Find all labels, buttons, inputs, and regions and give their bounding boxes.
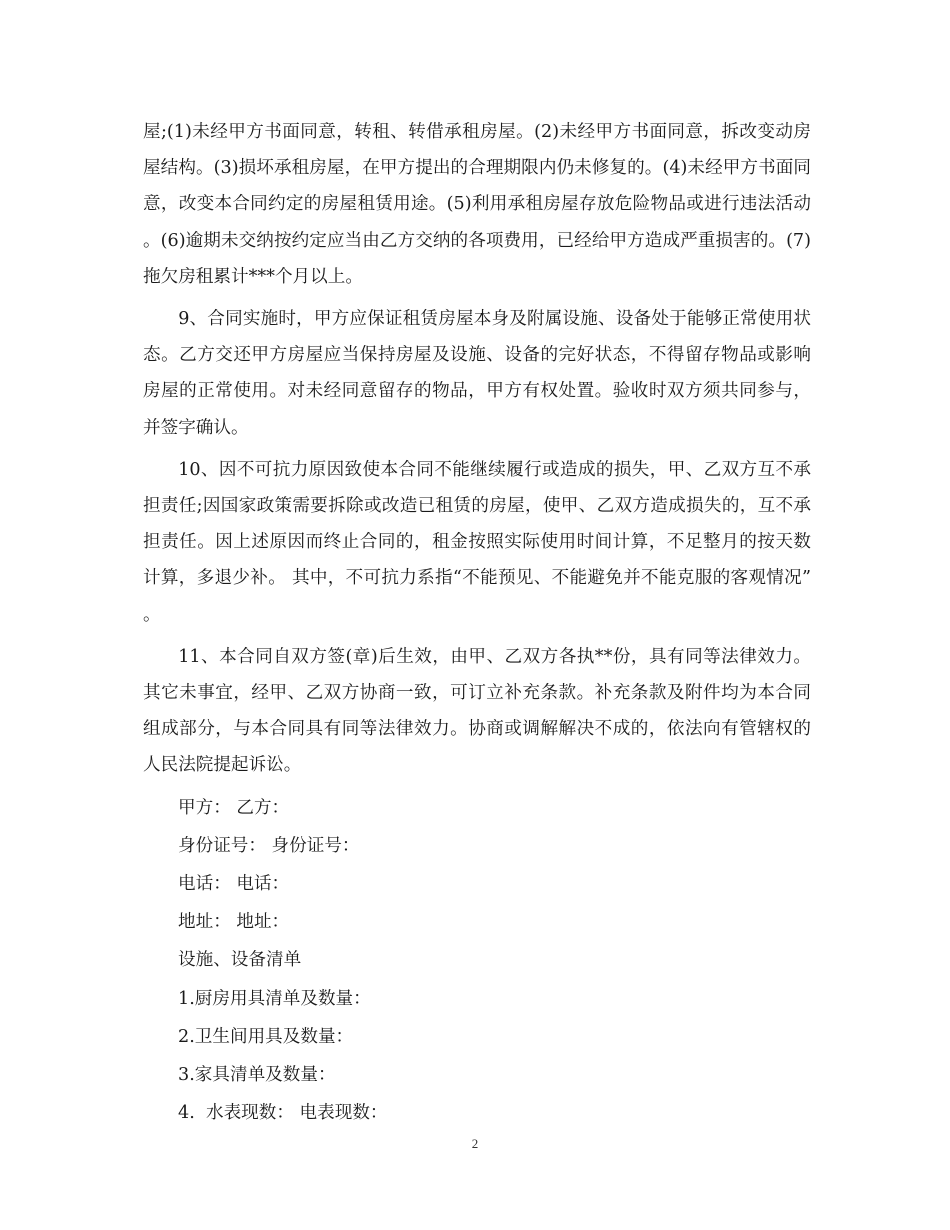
clause-9-handover: 9、合同实施时，甲方应保证租赁房屋本身及附属设施、设备处于能够正常使用状态。乙方交还甲方房屋应当保持房屋及设施、设备的完好状态，不得留存物品或影响房屋的正常使用。对未经同意留存的物品，甲方有权处置。验收时双方须共同参与，并签字确认。 [143, 309, 811, 438]
equipment-item-meters: 4. 水表现数： 电表现数： [178, 1103, 388, 1124]
signature-phone-line: 电话： 电话： [178, 874, 290, 895]
document-body [143, 114, 811, 1133]
signature-address-line: 地址： 地址： [178, 912, 290, 933]
equipment-item-furniture: 3.家具清单及数量： [178, 1064, 336, 1085]
clause-termination-conditions: 屋;(1)未经甲方书面同意，转租、转借承租房屋。(2)未经甲方书面同意，拆改变动房屋结构。(3)损坏承租房屋，在甲方提出的合理期限内仍未修复的。(4)未经甲方书面同意，改变本合同约定的房屋租赁用途。(5)利用承租房屋存放危险物品或进行违法活动。(6)逾期未交纳按约定应当由乙方交纳的各项费用，已经给甲方造成严重损害的。(7)拖欠房租累计***个月以上。 [143, 122, 811, 287]
clause-11-effectiveness: 11、本合同自双方签(章)后生效，由甲、乙双方各执**份，具有同等法律效力。其它未事宜，经甲、乙双方协商一致，可订立补充条款。补充条款及附件均为本合同组成部分，与本合同具有同等法律效力。协商或调解解决不成的，依法向有管辖权的人民法院提起诉讼。 [143, 646, 811, 776]
signature-id-line: 身份证号： 身份证号： [178, 835, 360, 856]
clause-10-force-majeure: 10、因不可抗力原因致使本合同不能继续履行或造成的损失，甲、乙双方互不承担责任;因国家政策需要拆除或改造已租赁的房屋，使甲、乙双方造成损失的，互不承担责任。因上述原因而终止合同的，租金按照实际使用时间计算，不足整月的按天数计算，多退少补。 其中，不可抗力系指“不能预见、不能避免并不能克服的客观情况”。 [143, 459, 811, 625]
page-number: 2 [471, 1136, 479, 1151]
equipment-item-kitchen: 1.厨房用具清单及数量： [178, 988, 371, 1009]
equipment-item-bathroom: 2.卫生间用具及数量： [178, 1026, 354, 1047]
equipment-list-title: 设施、设备清单 [178, 950, 302, 971]
signature-party-line: 甲方： 乙方： [178, 797, 290, 818]
